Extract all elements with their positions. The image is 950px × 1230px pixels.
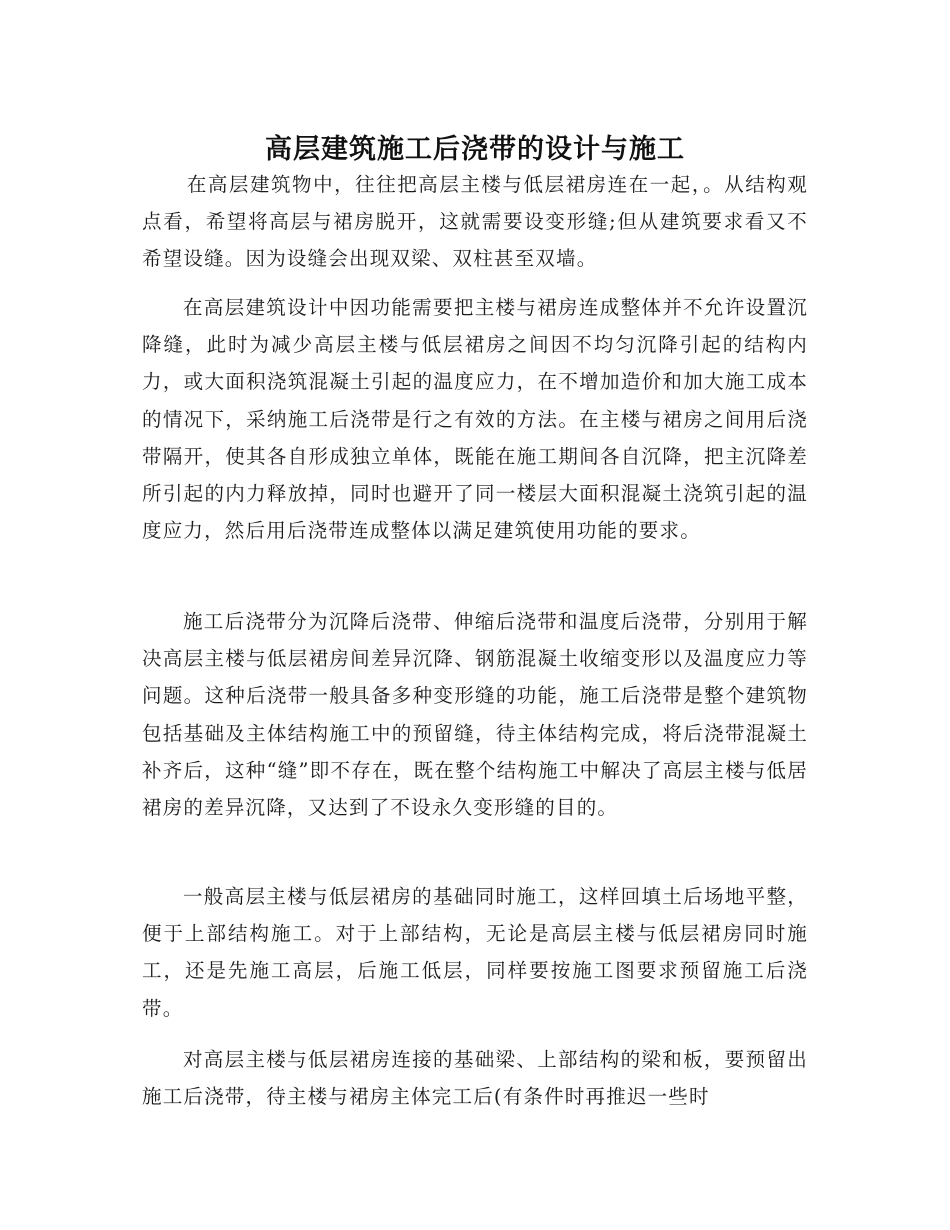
paragraph-1: 在高层建筑物中，往往把高层主楼与低层裙房连在一起，。从结构观点看，希望将高层与裙房脱开，这就需要设变形缝;但从建筑要求看又不希望设缝。因为设缝会出现双梁、双柱甚至双墙。: [142, 173, 808, 271]
paragraph-5: 对高层主楼与低层裙房连接的基础梁、上部结构的梁和板，要预留出施工后浇带，待主楼与裙房主体完工后(有条件时再推迟一些时: [142, 1048, 808, 1109]
paragraph-2: 在高层建筑设计中因功能需要把主楼与裙房连成整体并不允许设置沉降缝，此时为减少高层主楼与低层裙房之间因不均匀沉降引起的结构内力，或大面积浇筑混凝土引起的温度应力，在不增加造价和加大施工成本的情况下，采纳施工后浇带是行之有效的方法。在主楼与裙房之间用后浇带隔开，使其各自形成独立单体，既能在施工期间各自沉降，把主沉降差所引起的内力释放掉，同时也避开了同一楼层大面积混凝土浇筑引起的温度应力，然后用后浇带连成整体以满足建筑使用功能的要求。: [142, 296, 808, 543]
document-title: 高层建筑施工后浇带的设计与施工: [265, 134, 685, 166]
paragraph-3: 施工后浇带分为沉降后浇带、伸缩后浇带和温度后浇带，分别用于解决高层主楼与低层裙房间差异沉降、钢筋混凝土收缩变形以及温度应力等问题。这种后浇带一般具备多种变形缝的功能，施工后浇带是整个建筑物包括基础及主体结构施工中的预留缝，待主体结构完成，将后浇带混凝土补齐后，这种“缝”即不存在，既在整个结构施工中解决了高层主楼与低居裙房的差异沉降，又达到了不设永久变形缝的目的。: [142, 610, 808, 820]
paragraph-4: 一般高层主楼与低层裙房的基础同时施工，这样回填土后场地平整，便于上部结构施工。对于上部结构，无论是高层主楼与低层裙房同时施工，还是先施工高层，后施工低层，同样要按施工图要求预留施工后浇带。: [142, 885, 808, 1020]
